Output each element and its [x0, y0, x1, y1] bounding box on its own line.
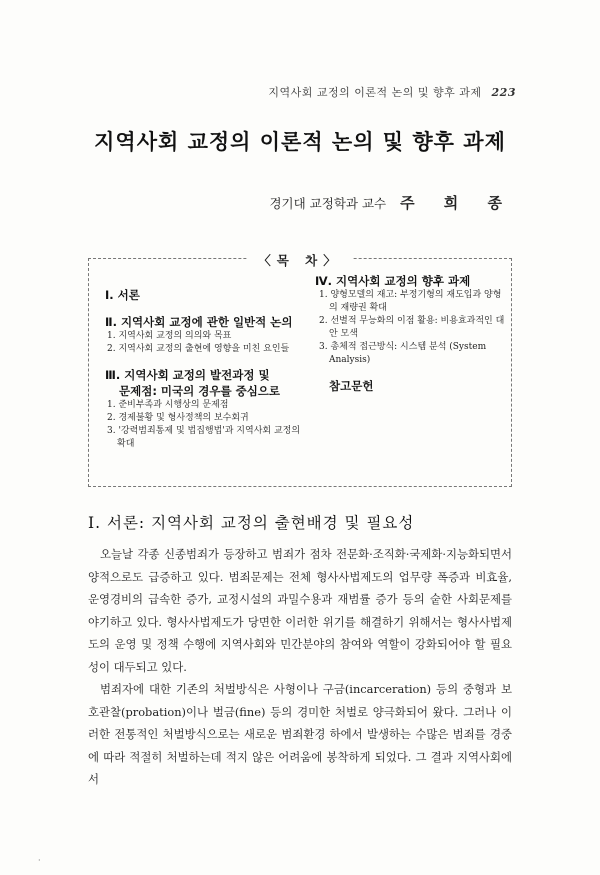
author-name: 주 희 종: [400, 194, 514, 212]
running-header: [268, 84, 516, 100]
toc-item: 1. 지역사회 교정의 의의와 목표: [107, 331, 232, 341]
running-title: 지역사회 교정의 이론적 논의 및 향후 과제: [268, 86, 482, 99]
toc-section-4: Ⅳ. 지역사회 교정의 향후 과제: [315, 274, 471, 288]
toc-item: 2. 지역사회 교정의 출현에 영향을 미친 요인들: [107, 344, 290, 354]
toc-heading: 〈목 차〉: [248, 253, 352, 268]
author-affiliation: 경기대 교정학과 교수: [269, 196, 387, 211]
toc-section-1: Ⅰ. 서론: [105, 288, 140, 302]
table-of-contents: [88, 253, 512, 487]
toc-section-2: Ⅱ. 지역사회 교정에 관한 일반적 논의: [105, 315, 293, 329]
toc-left-column: [105, 287, 305, 451]
author-line: [269, 192, 514, 213]
toc-item: 3. '강력범죄통제 및 법집행법'과 지역사회 교정의 확대: [107, 426, 301, 449]
toc-item: 2. 선별적 무능화의 이점 활용: 비용효과적인 대안 모색: [319, 316, 505, 339]
paragraph: 범죄자에 대한 기존의 처벌방식은 사형이나 구금(incarceration) 등의 중형과 보호관찰(probation)이나 벌금(fine) 등의 경미한 처벌로 양극화되어 왔다. 그러나 이러한 전통적인 처벌방식으로는 새로운 범죄환경 하에서 발생하는 수많은 범죄를 경중에 따라 적절히 처벌하는데 적지 않은 어려움에 봉착하게 되었다. 그 결과 지역사회에서: [88, 682, 512, 786]
paper-title: 지역사회 교정의 이론적 논의 및 향후 과제: [94, 129, 506, 154]
toc-references: 참고문헌: [329, 379, 374, 393]
toc-section-3: Ⅲ. 지역사회 교정의 발전과정 및: [105, 368, 270, 382]
toc-section-3-cont: 문제점: 미국의 경우를 중심으로: [119, 384, 281, 398]
scan-mark: ·: [38, 856, 41, 865]
toc-item: 1. 양형모델의 재고: 부정기형의 재도입과 양형의 재량권 확대: [319, 290, 502, 313]
toc-item: 2. 경제불황 및 형사정책의 보수회귀: [107, 413, 249, 423]
toc-right-column: [315, 273, 505, 394]
body-text: [88, 543, 512, 791]
paragraph: 오늘날 각종 신종범죄가 등장하고 범죄가 점차 전문화·조직화·국제화·지능화되면서 양적으로도 급증하고 있다. 범죄문제는 전체 형사사법제도의 업무량 폭증과 비효율, 운영경비의 급속한 증가, 교정시설의 과밀수용과 재범률 증가 등의 숱한 사회문제를 야기하고 있다. 형사사법제도가 당면한 이러한 위기를 해결하기 위해서는 형사사법제도의 운영 및 정책 수행에 지역사회와 민간분야의 참여와 역할이 강화되어야 할 필요성이 대두되고 있다.: [88, 547, 512, 674]
toc-item: 3. 총체적 접근방식: 시스템 분석 (System Analysis): [319, 342, 487, 365]
section-heading: Ⅰ. 서론: 지역사회 교정의 출현배경 및 필요성: [88, 514, 415, 532]
toc-item: 1. 준비부족과 시행상의 문제점: [107, 400, 229, 410]
page-number: 223: [491, 86, 516, 99]
